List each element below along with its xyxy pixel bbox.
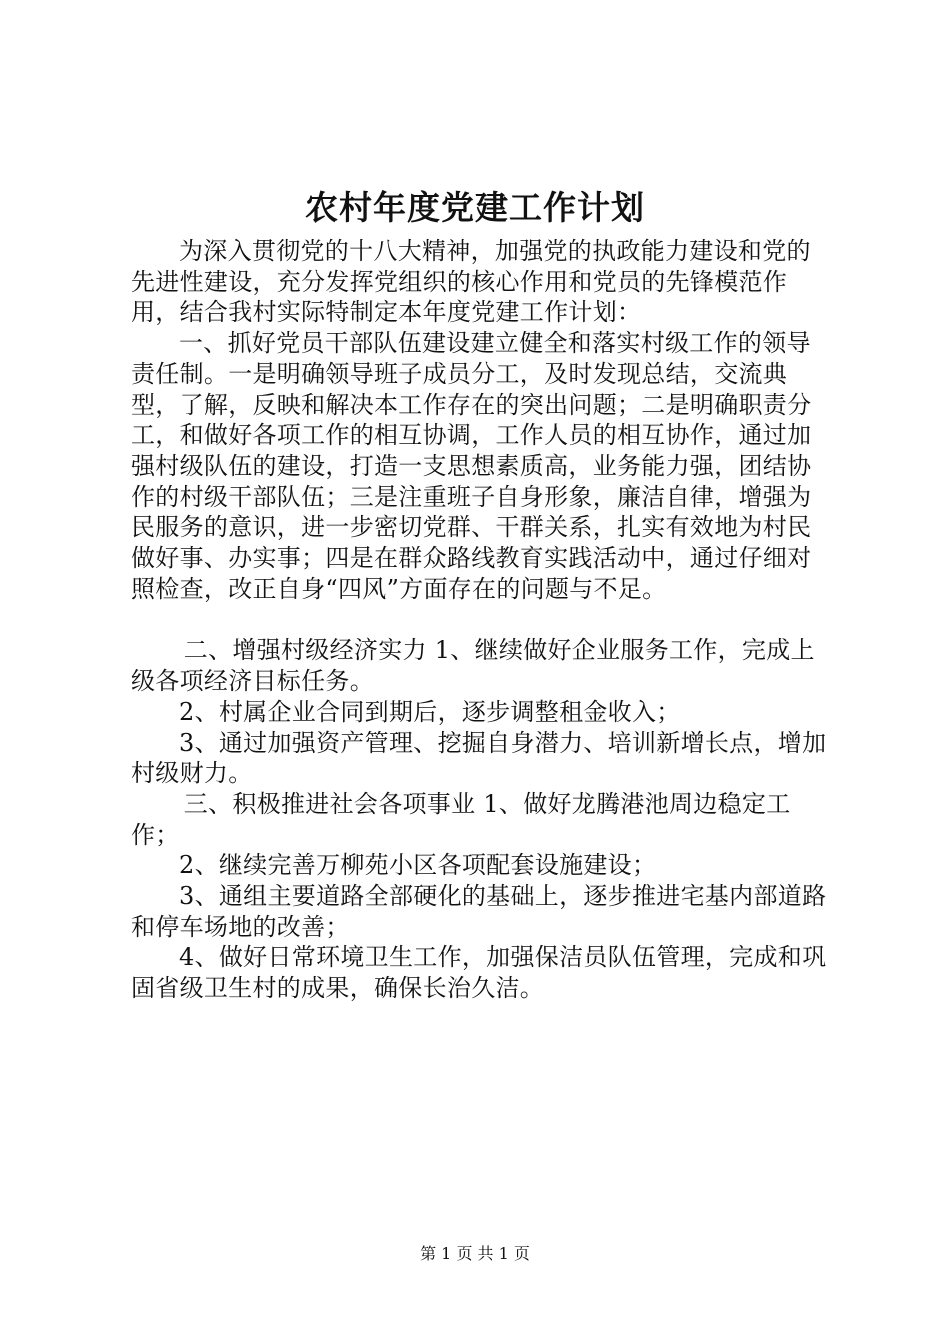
section-2-item-3: 3、通过加强资产管理、挖掘自身潜力、培训新增长点，增加村级财力。 <box>131 728 827 788</box>
page-footer: 第 1 页 共 1 页 <box>420 1244 530 1263</box>
paragraph-gap <box>131 604 831 635</box>
intro-paragraph: 为深入贯彻党的十八大精神，加强党的执政能力建设和党的先进性建设，充分发挥党组织的核心作用和党员的先锋模范作用，结合我村实际特制定本年度党建工作计划： <box>131 237 811 327</box>
section-1-paragraph: 一、抓好党员干部队伍建设建立健全和落实村级工作的领导责任制。一是明确领导班子成员分工，及时发现总结，交流典型，了解，反映和解决本工作存在的突出问题；二是明确职责分工，和做好各项工作的相互协调，工作人员的相互协作，通过加强村级队伍的建设，打造一支思想素质高，业务能力强，团结协作的村级干部队伍；三是注重班子自身形象，廉洁自律，增强为民服务的意识，进一步密切党群、干群关系，扎实有效地为村民做好事、办实事；四是在群众路线教育实践活动中，通过仔细对照检查，改正自身“四风”方面存在的问题与不足。 <box>131 329 812 603</box>
section-2-paragraph: 二、增强村级经济实力 1、继续做好企业服务工作，完成上级各项经济目标任务。 <box>131 636 815 696</box>
section-3-item-4: 4、做好日常环境卫生工作，加强保洁员队伍管理，完成和巩固省级卫生村的成果，确保长治久洁。 <box>131 943 827 1003</box>
section-2-item-2: 2、村属企业合同到期后，逐步调整租金收入； <box>179 697 681 726</box>
section-3-item-2: 2、继续完善万柳苑小区各项配套设施建设； <box>179 851 657 880</box>
section-3-item-3: 3、通组主要道路全部硬化的基础上，逐步推进宅基内部道路和停车场地的改善； <box>131 882 827 941</box>
document-body <box>131 236 831 1004</box>
document-title: 农村年度党建工作计划 <box>305 188 645 227</box>
section-3-paragraph: 三、积极推进社会各项事业 1、做好龙腾港池周边稳定工作； <box>131 789 791 849</box>
